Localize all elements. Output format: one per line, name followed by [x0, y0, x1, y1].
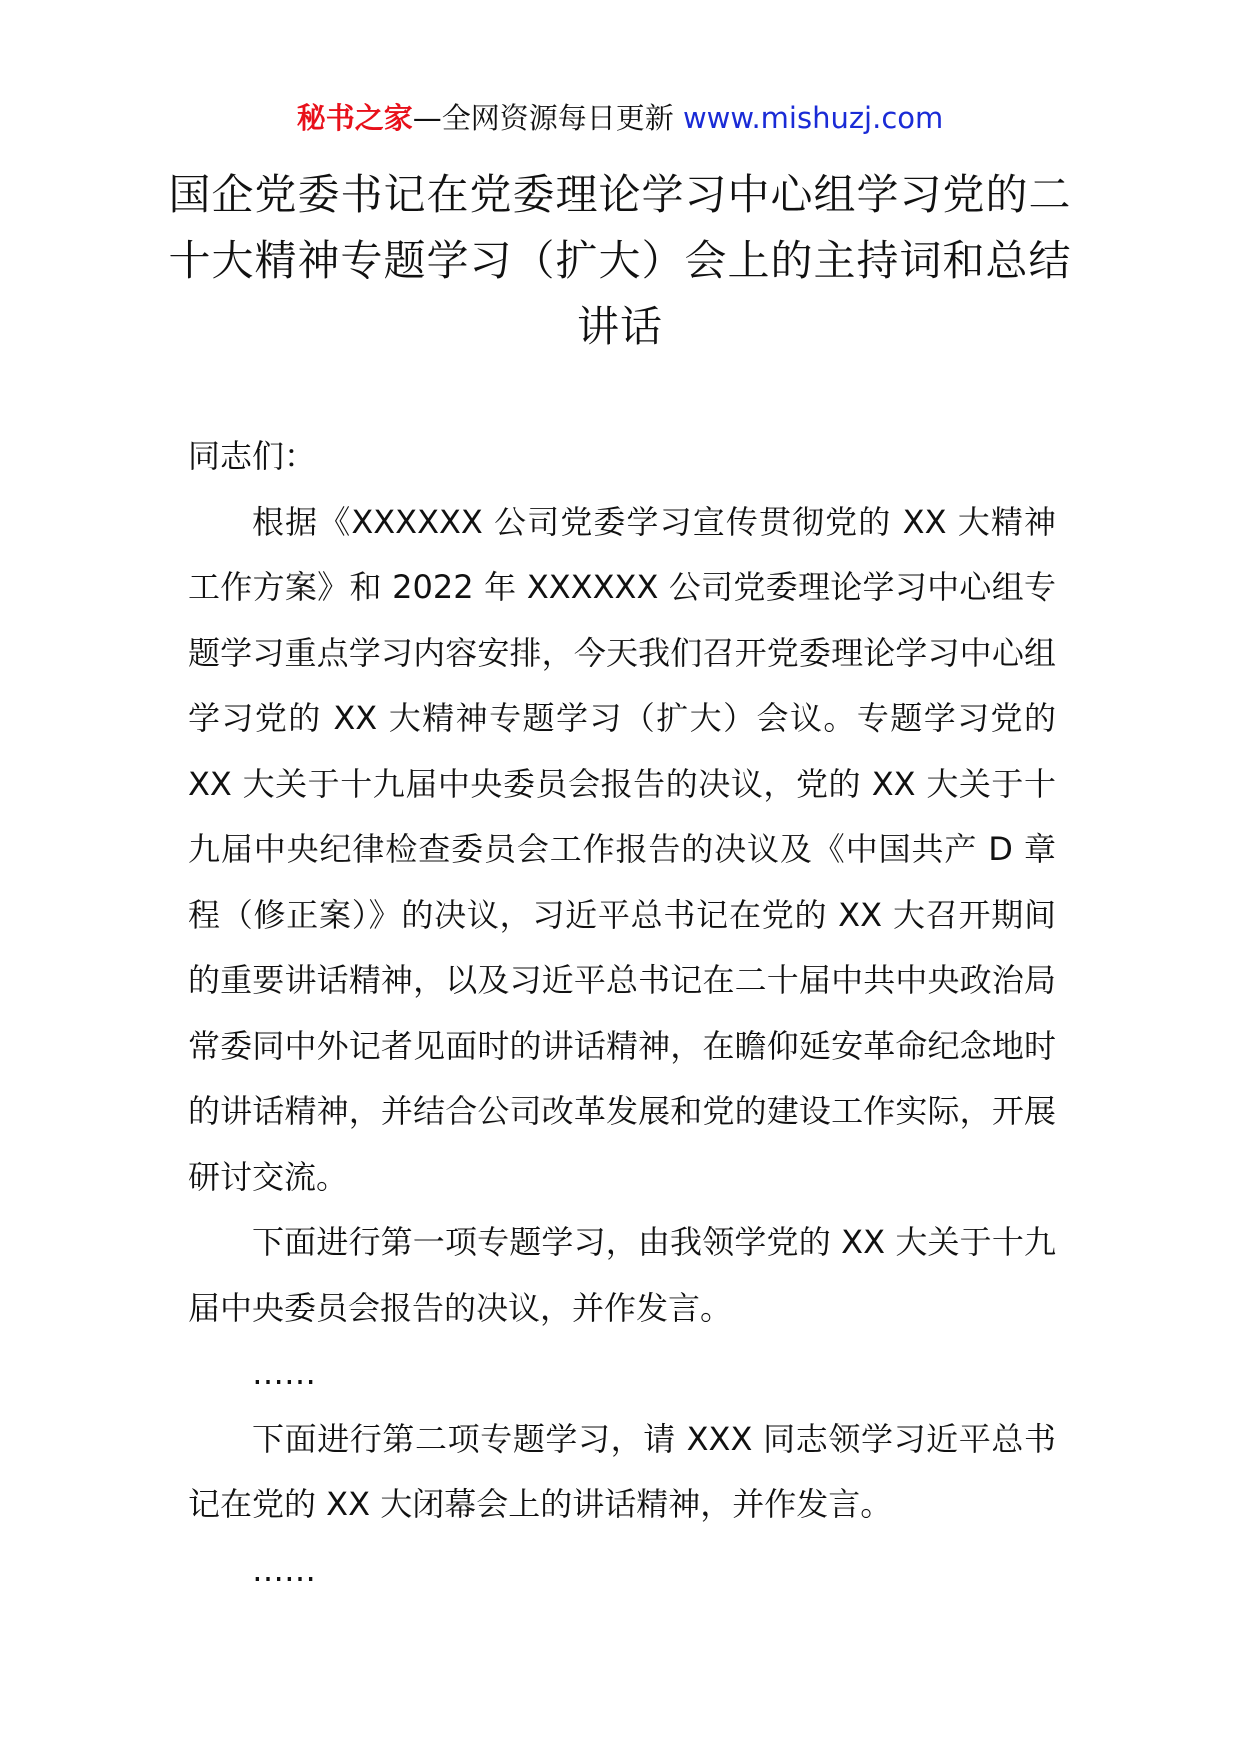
ellipsis-1: …… [252, 1354, 316, 1392]
ellipsis-2: …… [252, 1550, 316, 1589]
site-header [0, 98, 1240, 138]
header-slogan: —全网资源每日更新 [412, 101, 683, 135]
body-paragraph-2: 下面进行第一项专题学习，由我领学党的 XX 大关于十九届中央委员会报告的决议，并作发言。 [188, 1223, 1056, 1327]
site-url-link[interactable]: www.mishuzj.com [682, 101, 944, 135]
document-title: 国企党委书记在党委理论学习中心组学习党的二十大精神专题学习（扩大）会上的主持词和总结讲话 [168, 170, 1072, 351]
brand-name: 秘书之家 [296, 101, 413, 135]
salutation: 同志们： [188, 437, 317, 475]
body-paragraph-3: 下面进行第二项专题学习，请 XXX 同志领学习近平总书记在党的 XX 大闭幕会上的讲话精神，并作发言。 [188, 1419, 1056, 1523]
body-paragraph-1: 根据《XXXXXX 公司党委学习宣传贯彻党的 XX 大精神工作方案》和 2022 年 XXXXXX 公司党委理论学习中心组专题学习重点学习内容安排，今天我们召开党委理论学习中心组学习党的 XX 大精神专题学习（扩大）会议。专题学习党的 XX 大关于十九届中央委员会报告的决议，党的 XX 大关于十九届中央纪律检查委员会工作报告的决议及《中国共产 D 章程（修正案）》的决议，习近平总书记在党的 XX 大召开期间的重要讲话精神，以及习近平总书记在二十届中共中央政治局常委同中外记者见面时的讲话精神，在瞻仰延安革命纪念地时的讲话精神，并结合公司改革发展和党的建设工作实际，开展研讨交流。 [188, 502, 1056, 1196]
document-body [188, 424, 1056, 1603]
